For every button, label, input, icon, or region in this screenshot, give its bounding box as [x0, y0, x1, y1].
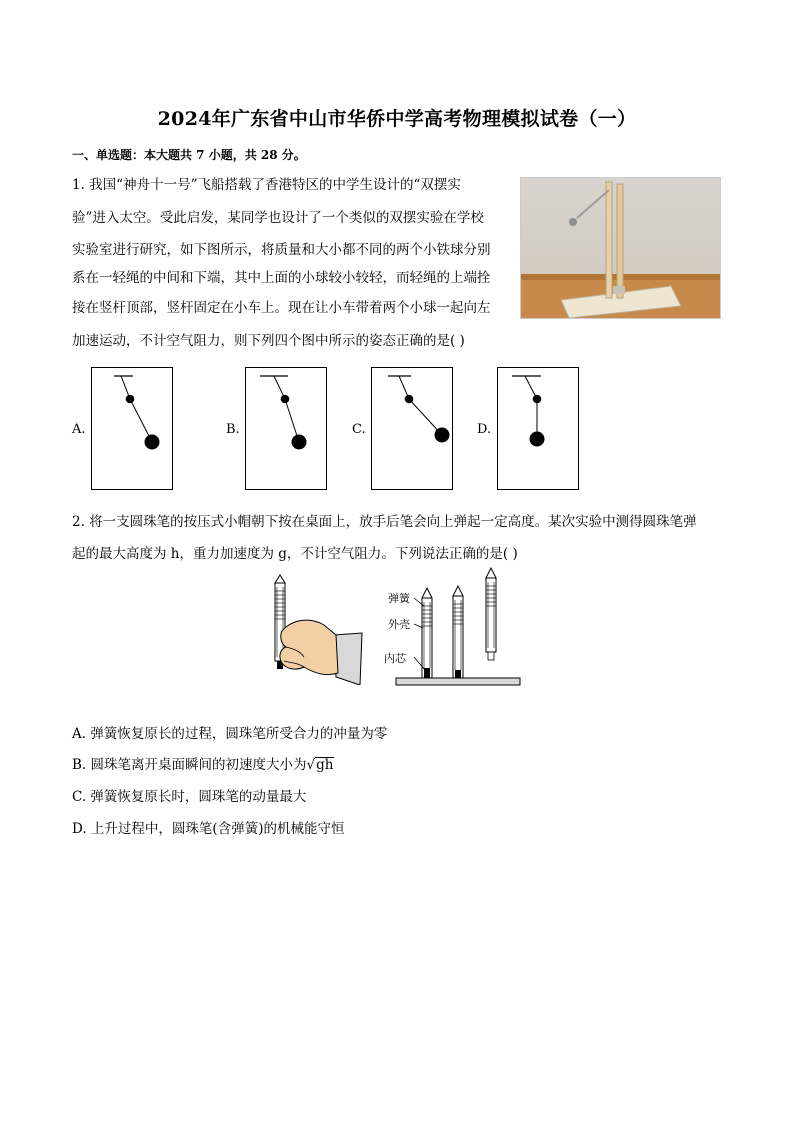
q1-line-1: 1. 我国“神舟十一号”飞船搭载了香港特区的中学生设计的“双摆实 [72, 177, 461, 193]
option-c-drawing [372, 368, 454, 491]
q1-line-6: 加速运动，不计空气阻力，则下列四个图中所示的姿态正确的是( ) [72, 333, 465, 349]
q2-option-b [72, 753, 334, 773]
option-a-figure [91, 367, 173, 490]
q2-option-b-sqrt: gh [316, 757, 334, 773]
option-b-label: B. [226, 422, 240, 437]
option-d-label: D. [477, 422, 492, 437]
q1-line-4: 系在一轻绳的中间和下端，其中上面的小球较小较轻，而轻绳的上端拴 [72, 270, 491, 286]
section-heading: 一、单选题：本大题共 7 小题，共 28 分。 [72, 148, 306, 162]
q2-line-2: 起的最大高度为 h，重力加速度为 g，不计空气阻力。下列说法正确的是( ) [72, 546, 518, 562]
hand-pen-drawing [268, 573, 364, 685]
label-spring: 弹簧 [388, 592, 410, 605]
sqrt-symbol: √ [306, 757, 316, 773]
pen-1 [422, 588, 432, 678]
q2-option-c: C. 弹簧恢复原长时，圆珠笔的动量最大 [72, 789, 307, 805]
pen-2 [453, 586, 463, 678]
option-d-figure [497, 367, 579, 490]
option-b-drawing [246, 368, 328, 491]
q2-option-b-text: B. 圆珠笔离开桌面瞬间的初速度大小为 [72, 757, 307, 773]
apparatus-photo [520, 177, 721, 319]
apparatus-photo-drawing [521, 178, 721, 319]
q2-line-1: 2. 将一支圆珠笔的按压式小帽朝下按在桌面上，放手后笔会向上弹起一定高度。某次实验中测得圆珠笔弹 [72, 514, 697, 530]
hand-pen-figure [268, 573, 364, 685]
option-a-drawing [92, 368, 174, 491]
option-d-drawing [498, 368, 580, 491]
option-a-label: A. [72, 422, 86, 437]
label-shell: 外壳 [388, 618, 410, 631]
option-c-figure [371, 367, 453, 490]
option-c-label: C. [352, 422, 366, 437]
q1-line-5: 接在竖杆顶部，竖杆固定在小车上。现在让小车带着两个小球一起向左 [72, 300, 491, 316]
q1-line-3: 实验室进行研究，如下图所示，将质量和大小都不同的两个小铁球分别 [72, 242, 491, 258]
q2-option-a: A. 弹簧恢复原长的过程，圆珠笔所受合力的冲量为零 [72, 726, 388, 742]
label-core: 内芯 [384, 652, 406, 665]
pen-3 [486, 568, 496, 660]
option-b-figure [245, 367, 327, 490]
q1-line-2: 验”进入太空。受此启发，某同学也设计了一个类似的双摆实验在学校 [72, 210, 484, 226]
page-title: 2024年广东省中山市华侨中学高考物理模拟试卷（一） [157, 108, 637, 130]
q2-option-d: D. 上升过程中，圆珠笔(含弹簧)的机械能守恒 [72, 821, 345, 837]
